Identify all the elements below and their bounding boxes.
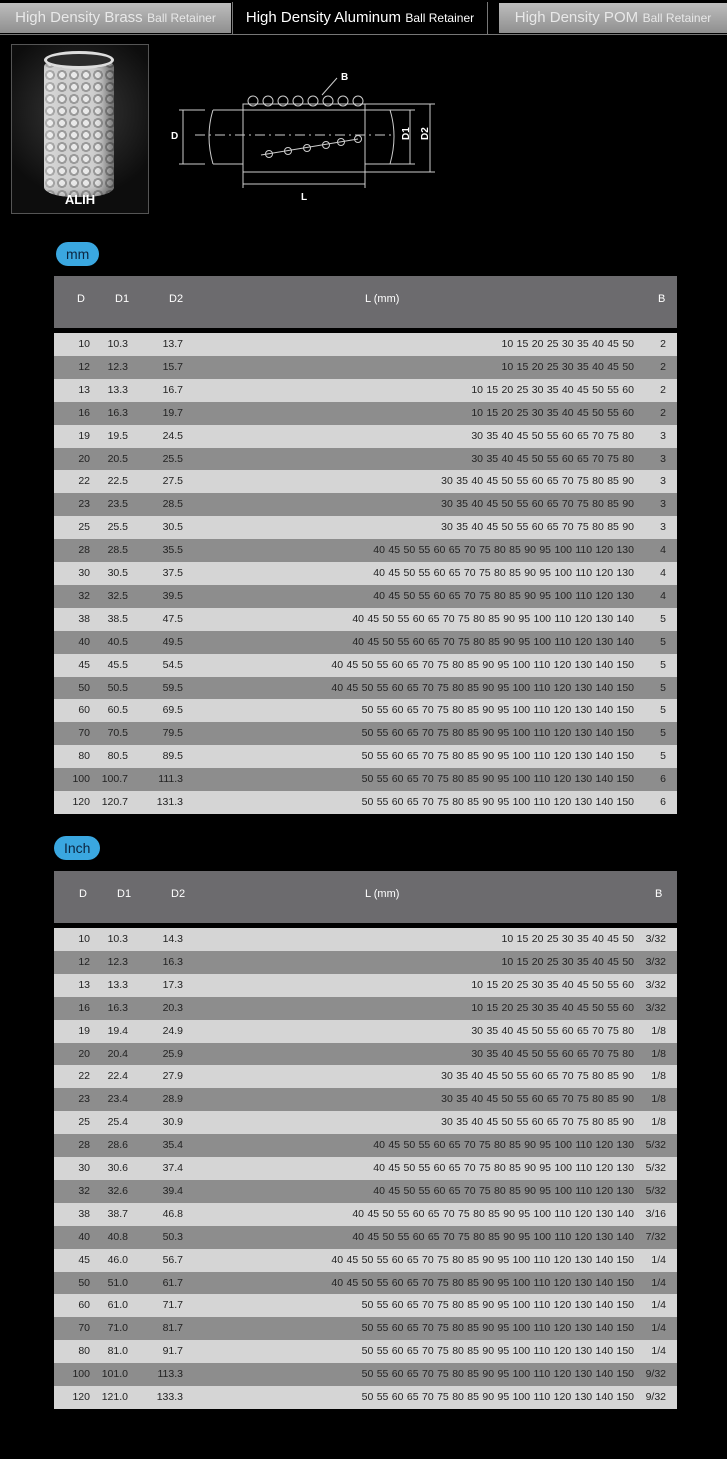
b-leader — [322, 78, 337, 95]
table-row — [54, 745, 677, 768]
inch-header-l: L (mm) — [365, 888, 400, 900]
label-d2: D2 — [420, 127, 431, 140]
cell-l: 50 55 60 65 70 75 80 85 90 95 100 110 120 130 140 150 — [361, 727, 634, 740]
cell-d: 20 — [78, 1047, 90, 1060]
cell-d2: 24.5 — [162, 429, 183, 442]
cell-d2: 37.4 — [162, 1162, 183, 1174]
cell-l: 10 15 20 25 30 35 40 45 50 — [501, 338, 634, 350]
cell-d: 40 — [78, 635, 90, 648]
cell-d2: 91.7 — [162, 1345, 183, 1358]
cell-d: 16 — [78, 406, 90, 419]
cell-d1: 25.4 — [107, 1116, 128, 1129]
cell-b: 3/32 — [645, 1001, 666, 1014]
cell-d1: 10.3 — [107, 933, 128, 945]
cell-d: 40 — [78, 1230, 90, 1243]
cell-d: 38 — [78, 1207, 90, 1220]
cell-d1: 16.3 — [107, 406, 128, 419]
mm-spec-table — [54, 276, 677, 816]
cell-d: 10 — [78, 933, 90, 945]
cell-l: 40 45 50 55 60 65 70 75 80 85 90 95 100 110 120 130 — [373, 567, 634, 579]
cell-b: 3/32 — [645, 933, 666, 945]
mm-header-d1: D1 — [115, 293, 130, 305]
cell-d2: 24.9 — [162, 1024, 183, 1037]
inch-header-b: B — [655, 888, 663, 900]
cell-d: 70 — [78, 727, 90, 740]
cell-d1: 22.4 — [107, 1070, 128, 1083]
cell-d: 13 — [78, 383, 90, 396]
cell-d1: 28.6 — [107, 1139, 128, 1152]
table-row — [54, 425, 677, 448]
cell-d: 16 — [78, 1001, 90, 1014]
cell-d2: 131.3 — [156, 796, 183, 808]
cell-l: 10 15 20 25 30 35 40 45 50 — [501, 955, 634, 968]
cell-l: 50 55 60 65 70 75 80 85 90 95 100 110 120 130 140 150 — [361, 1299, 634, 1312]
cell-d2: 39.4 — [162, 1184, 183, 1197]
cell-l: 40 45 50 55 60 65 70 75 80 85 90 95 100 110 120 130 — [373, 544, 634, 557]
table-row — [54, 928, 677, 951]
cell-d2: 49.5 — [162, 635, 183, 648]
cell-d1: 23.5 — [107, 498, 128, 511]
table-row — [54, 1386, 677, 1409]
cell-l: 40 45 50 55 60 65 70 75 80 85 90 95 100 110 120 130 — [373, 589, 634, 602]
cell-d1: 38.5 — [107, 612, 128, 625]
cell-b: 5 — [660, 704, 666, 717]
cell-l: 50 55 60 65 70 75 80 85 90 95 100 110 120 130 140 150 — [361, 1322, 634, 1335]
cell-l: 40 45 50 55 60 65 70 75 80 85 90 95 100 110 120 130 — [373, 1162, 634, 1174]
cell-b: 5 — [660, 635, 666, 648]
diagonal-balls — [261, 136, 362, 158]
cell-d1: 61.0 — [107, 1299, 128, 1312]
cell-d: 100 — [72, 1368, 90, 1381]
mm-header-l: L (mm) — [365, 293, 400, 305]
cell-l: 10 15 20 25 30 35 40 45 50 55 60 — [471, 978, 634, 991]
cell-d: 70 — [78, 1322, 90, 1335]
cell-d1: 32.5 — [107, 589, 128, 602]
cell-d1: 28.5 — [107, 544, 128, 557]
cell-d: 13 — [78, 978, 90, 991]
cell-d2: 69.5 — [162, 704, 183, 717]
cell-l: 40 45 50 55 60 65 70 75 80 85 90 95 100 110 120 130 140 — [352, 1207, 634, 1220]
cell-b: 2 — [660, 360, 666, 373]
cell-d: 25 — [78, 1116, 90, 1129]
cell-l: 30 35 40 45 50 55 60 65 70 75 80 — [471, 452, 634, 465]
cell-l: 50 55 60 65 70 75 80 85 90 95 100 110 120 130 140 150 — [361, 1391, 634, 1403]
cell-d2: 16.7 — [162, 383, 183, 396]
dimension-diagram — [165, 68, 445, 208]
mm-header-b: B — [658, 293, 666, 305]
label-l: L — [301, 192, 308, 203]
inch-section-label: Inch — [54, 836, 100, 860]
cell-l: 10 15 20 25 30 35 40 45 50 55 60 — [471, 383, 634, 396]
cell-b: 3/32 — [645, 955, 666, 968]
cell-d2: 50.3 — [162, 1230, 183, 1243]
cell-l: 30 35 40 45 50 55 60 65 70 75 80 85 90 — [441, 521, 634, 534]
tab-aluminum-subtitle: Ball Retainer — [405, 11, 475, 25]
cell-b: 1/8 — [651, 1116, 666, 1129]
cell-b: 1/8 — [651, 1047, 666, 1060]
mm-header-d2: D2 — [169, 293, 184, 305]
cell-d: 19 — [78, 1024, 90, 1037]
cell-d: 22 — [78, 475, 90, 488]
cell-b: 6 — [660, 773, 666, 786]
table-row — [54, 722, 677, 745]
table-row — [54, 493, 677, 516]
cell-d: 60 — [78, 704, 90, 717]
table-row — [54, 1065, 677, 1088]
cell-b: 1/8 — [651, 1024, 666, 1037]
cell-d2: 25.5 — [162, 452, 183, 465]
cell-d1: 40.8 — [107, 1230, 128, 1243]
cell-l: 40 45 50 55 60 65 70 75 80 85 90 95 100 110 120 130 140 150 — [331, 681, 634, 694]
table-row — [54, 1294, 677, 1317]
cell-d: 22 — [78, 1070, 90, 1083]
cell-b: 3 — [660, 498, 666, 511]
cell-d1: 30.6 — [107, 1162, 128, 1174]
cell-l: 30 35 40 45 50 55 60 65 70 75 80 — [471, 1047, 634, 1060]
cell-l: 10 15 20 25 30 35 40 45 50 55 60 — [471, 406, 634, 419]
cell-d1: 23.4 — [107, 1093, 128, 1106]
cell-d1: 22.5 — [107, 475, 128, 488]
table-row — [54, 677, 677, 700]
cell-d2: 30.5 — [162, 521, 183, 534]
cell-d2: 46.8 — [162, 1207, 183, 1220]
cell-d1: 80.5 — [107, 750, 128, 763]
cell-d1: 20.5 — [107, 452, 128, 465]
cell-d: 12 — [78, 360, 90, 373]
table-row — [54, 1203, 677, 1226]
cell-l: 40 45 50 55 60 65 70 75 80 85 90 95 100 110 120 130 — [373, 1139, 634, 1152]
cell-d: 50 — [78, 1276, 90, 1289]
cell-d2: 37.5 — [162, 567, 183, 579]
table-row — [54, 997, 677, 1020]
cell-l: 40 45 50 55 60 65 70 75 80 85 90 95 100 110 120 130 140 150 — [331, 1253, 634, 1266]
inch-header-d: D — [79, 888, 87, 900]
cell-d2: 79.5 — [162, 727, 183, 740]
table-row — [54, 1180, 677, 1203]
cell-l: 30 35 40 45 50 55 60 65 70 75 80 85 90 — [441, 1093, 634, 1106]
retainer-top — [44, 51, 114, 69]
tab-pom-title: High Density POM — [514, 9, 639, 26]
table-row — [54, 470, 677, 493]
cell-d2: 17.3 — [162, 978, 183, 991]
cell-b: 5 — [660, 658, 666, 671]
cell-b: 1/4 — [651, 1345, 666, 1358]
cell-l: 50 55 60 65 70 75 80 85 90 95 100 110 120 130 140 150 — [361, 1368, 634, 1381]
cell-l: 10 15 20 25 30 35 40 45 50 55 60 — [471, 1001, 634, 1014]
cell-d1: 12.3 — [107, 955, 128, 968]
cell-d2: 15.7 — [162, 360, 183, 373]
cell-l: 50 55 60 65 70 75 80 85 90 95 100 110 120 130 140 150 — [361, 1345, 634, 1358]
table-row — [54, 699, 677, 722]
cell-b: 9/32 — [645, 1368, 666, 1381]
table-row — [54, 516, 677, 539]
cell-d: 12 — [78, 955, 90, 968]
cell-b: 5/32 — [645, 1162, 666, 1174]
mm-section-label: mm — [56, 242, 99, 266]
inch-table-header — [54, 871, 677, 923]
cell-b: 1/8 — [651, 1070, 666, 1083]
cell-d: 100 — [72, 773, 90, 786]
table-row — [54, 402, 677, 425]
cell-d2: 20.3 — [162, 1001, 183, 1014]
cell-b: 1/4 — [651, 1276, 666, 1289]
cell-b: 5 — [660, 750, 666, 763]
cell-b: 2 — [660, 383, 666, 396]
cell-b: 5/32 — [645, 1184, 666, 1197]
cell-d1: 30.5 — [107, 567, 128, 579]
shaft-right-curve — [390, 110, 394, 164]
label-d1: D1 — [401, 127, 412, 140]
cell-d1: 20.4 — [107, 1047, 128, 1060]
cell-d2: 59.5 — [162, 681, 183, 694]
photo-caption: ALIH — [64, 192, 96, 207]
cell-l: 40 45 50 55 60 65 70 75 80 85 90 95 100 110 120 130 140 — [352, 1230, 634, 1243]
table-row — [54, 654, 677, 677]
tab-aluminum-title: High Density Aluminum — [245, 9, 401, 26]
cell-b: 3 — [660, 452, 666, 465]
cell-l: 40 45 50 55 60 65 70 75 80 85 90 95 100 110 120 130 140 150 — [331, 658, 634, 671]
table-row — [54, 379, 677, 402]
cell-b: 3 — [660, 475, 666, 488]
cell-d2: 28.9 — [162, 1093, 183, 1106]
cell-d: 45 — [78, 1253, 90, 1266]
tab-pom[interactable] — [499, 3, 727, 33]
cell-b: 5 — [660, 681, 666, 694]
cell-d: 32 — [78, 1184, 90, 1197]
cell-b: 9/32 — [645, 1391, 666, 1403]
cell-d2: 56.7 — [162, 1253, 183, 1266]
cell-d: 19 — [78, 429, 90, 442]
cell-b: 3 — [660, 521, 666, 534]
cell-d: 23 — [78, 1093, 90, 1106]
cell-d2: 16.3 — [162, 955, 183, 968]
cell-d1: 40.5 — [107, 635, 128, 648]
tab-brass-title: High Density Brass — [15, 9, 143, 26]
cell-d: 60 — [78, 1299, 90, 1312]
tab-divider — [0, 34, 727, 35]
cell-d2: 35.4 — [162, 1139, 183, 1152]
cell-d1: 38.7 — [107, 1207, 128, 1220]
cell-d2: 71.7 — [162, 1299, 183, 1312]
inch-header-d1: D1 — [117, 888, 132, 900]
cell-b: 1/4 — [651, 1299, 666, 1312]
cell-d1: 120.7 — [101, 796, 128, 808]
cell-d2: 133.3 — [156, 1391, 183, 1403]
table-row — [54, 1111, 677, 1134]
cell-b: 6 — [660, 796, 666, 808]
cell-d1: 25.5 — [107, 521, 128, 534]
table-row — [54, 1020, 677, 1043]
cell-d2: 35.5 — [162, 544, 183, 557]
cell-d2: 39.5 — [162, 589, 183, 602]
cell-d: 30 — [78, 1162, 90, 1174]
retainer-body — [243, 104, 365, 172]
cell-d1: 100.7 — [101, 773, 128, 786]
table-row — [54, 1134, 677, 1157]
tab-brass[interactable] — [0, 3, 231, 33]
cell-d: 25 — [78, 521, 90, 534]
table-row — [54, 448, 677, 471]
cell-b: 3/16 — [645, 1207, 666, 1220]
cell-b: 4 — [660, 589, 666, 602]
table-row — [54, 1272, 677, 1295]
cell-b: 3 — [660, 429, 666, 442]
cell-b: 7/32 — [645, 1230, 666, 1243]
cell-d1: 19.5 — [107, 429, 128, 442]
cell-b: 4 — [660, 567, 666, 579]
cell-d1: 70.5 — [107, 727, 128, 740]
cell-d2: 13.7 — [162, 338, 183, 350]
cell-d2: 47.5 — [162, 612, 183, 625]
table-row — [54, 1363, 677, 1386]
retainer-image — [44, 57, 114, 197]
table-row — [54, 768, 677, 791]
cell-d1: 81.0 — [107, 1345, 128, 1358]
cell-l: 30 35 40 45 50 55 60 65 70 75 80 — [471, 1024, 634, 1037]
cell-d1: 32.6 — [107, 1184, 128, 1197]
table-row — [54, 1249, 677, 1272]
cell-l: 10 15 20 25 30 35 40 45 50 — [501, 933, 634, 945]
cell-d2: 89.5 — [162, 750, 183, 763]
cell-d1: 45.5 — [107, 658, 128, 671]
cell-l: 40 45 50 55 60 65 70 75 80 85 90 95 100 110 120 130 — [373, 1184, 634, 1197]
tab-brass-subtitle: Ball Retainer — [147, 11, 216, 25]
cell-d2: 27.5 — [162, 475, 183, 488]
cell-d1: 19.4 — [107, 1024, 128, 1037]
cell-b: 5 — [660, 612, 666, 625]
cell-d: 28 — [78, 544, 90, 557]
cell-d2: 81.7 — [162, 1322, 183, 1335]
table-row — [54, 1226, 677, 1249]
cell-d2: 14.3 — [162, 933, 183, 945]
cell-l: 30 35 40 45 50 55 60 65 70 75 80 — [471, 429, 634, 442]
label-d: D — [171, 131, 179, 142]
cell-b: 5 — [660, 727, 666, 740]
label-b: B — [341, 72, 349, 83]
cell-l: 30 35 40 45 50 55 60 65 70 75 80 85 90 — [441, 498, 634, 511]
cell-d1: 13.3 — [107, 383, 128, 396]
table-row — [54, 356, 677, 379]
table-row — [54, 585, 677, 608]
cell-d1: 13.3 — [107, 978, 128, 991]
cell-d: 80 — [78, 750, 90, 763]
cell-l: 50 55 60 65 70 75 80 85 90 95 100 110 120 130 140 150 — [361, 796, 634, 808]
cell-d1: 60.5 — [107, 704, 128, 717]
table-row — [54, 631, 677, 654]
cell-d: 20 — [78, 452, 90, 465]
cell-d2: 19.7 — [162, 406, 183, 419]
cell-d2: 54.5 — [162, 658, 183, 671]
cell-d: 45 — [78, 658, 90, 671]
cell-l: 30 35 40 45 50 55 60 65 70 75 80 85 90 — [441, 1116, 634, 1129]
cell-d1: 16.3 — [107, 1001, 128, 1014]
shaft-left-curve — [209, 110, 213, 164]
cell-d: 10 — [78, 338, 90, 350]
cell-l: 40 45 50 55 60 65 70 75 80 85 90 95 100 110 120 130 140 150 — [331, 1276, 634, 1289]
mm-header-d: D — [77, 293, 85, 305]
cell-b: 4 — [660, 544, 666, 557]
tab-aluminum[interactable] — [232, 2, 488, 34]
cell-d: 30 — [78, 567, 90, 579]
table-row — [54, 1340, 677, 1363]
table-row — [54, 333, 677, 356]
cell-d2: 25.9 — [162, 1047, 183, 1060]
table-row — [54, 1088, 677, 1111]
cell-b: 1/8 — [651, 1093, 666, 1106]
table-row — [54, 539, 677, 562]
cell-l: 50 55 60 65 70 75 80 85 90 95 100 110 120 130 140 150 — [361, 773, 634, 786]
cell-d2: 27.9 — [162, 1070, 183, 1083]
cell-d: 23 — [78, 498, 90, 511]
tab-pom-subtitle: Ball Retainer — [642, 11, 712, 25]
cell-d2: 113.3 — [157, 1368, 183, 1381]
cell-d1: 46.0 — [107, 1253, 128, 1266]
cell-d: 38 — [78, 612, 90, 625]
cell-d1: 50.5 — [107, 681, 128, 694]
cell-b: 2 — [660, 406, 666, 419]
product-tabs — [0, 0, 727, 35]
cell-d1: 121.0 — [101, 1391, 128, 1403]
cell-b: 3/32 — [645, 978, 666, 991]
cell-l: 40 45 50 55 60 65 70 75 80 85 90 95 100 110 120 130 140 — [352, 612, 634, 625]
cell-b: 1/4 — [651, 1322, 666, 1335]
cell-l: 30 35 40 45 50 55 60 65 70 75 80 85 90 — [441, 1070, 634, 1083]
cell-d: 28 — [78, 1139, 90, 1152]
cell-d2: 61.7 — [162, 1276, 183, 1289]
cell-l: 30 35 40 45 50 55 60 65 70 75 80 85 90 — [441, 475, 634, 488]
inch-spec-table — [54, 871, 677, 1411]
cell-l: 40 45 50 55 60 65 70 75 80 85 90 95 100 110 120 130 140 — [352, 635, 634, 648]
cell-d2: 30.9 — [162, 1116, 183, 1129]
table-row — [54, 974, 677, 997]
mm-table-header — [54, 276, 677, 328]
cell-d2: 28.5 — [162, 498, 183, 511]
inch-header-d2: D2 — [171, 888, 186, 900]
cell-l: 50 55 60 65 70 75 80 85 90 95 100 110 120 130 140 150 — [361, 704, 634, 717]
cell-l: 50 55 60 65 70 75 80 85 90 95 100 110 120 130 140 150 — [361, 750, 634, 763]
cell-l: 10 15 20 25 30 35 40 45 50 — [501, 360, 634, 373]
cell-b: 2 — [660, 338, 666, 350]
cell-d: 80 — [78, 1345, 90, 1358]
cell-d: 120 — [72, 796, 90, 808]
cell-d: 120 — [72, 1391, 90, 1403]
table-row — [54, 1043, 677, 1066]
table-row — [54, 1317, 677, 1340]
table-row — [54, 608, 677, 631]
cell-d1: 51.0 — [107, 1276, 128, 1289]
table-row — [54, 1157, 677, 1180]
cell-b: 5/32 — [645, 1139, 666, 1152]
table-row — [54, 791, 677, 814]
cell-d: 50 — [78, 681, 90, 694]
table-row — [54, 951, 677, 974]
cell-d1: 71.0 — [107, 1322, 128, 1335]
cell-d1: 101.0 — [101, 1368, 128, 1381]
product-photo — [11, 44, 149, 214]
cell-d2: 111.3 — [158, 773, 183, 786]
cell-d1: 10.3 — [107, 338, 128, 350]
table-row — [54, 562, 677, 585]
cell-b: 1/4 — [651, 1253, 666, 1266]
cell-d1: 12.3 — [107, 360, 128, 373]
cell-d: 32 — [78, 589, 90, 602]
